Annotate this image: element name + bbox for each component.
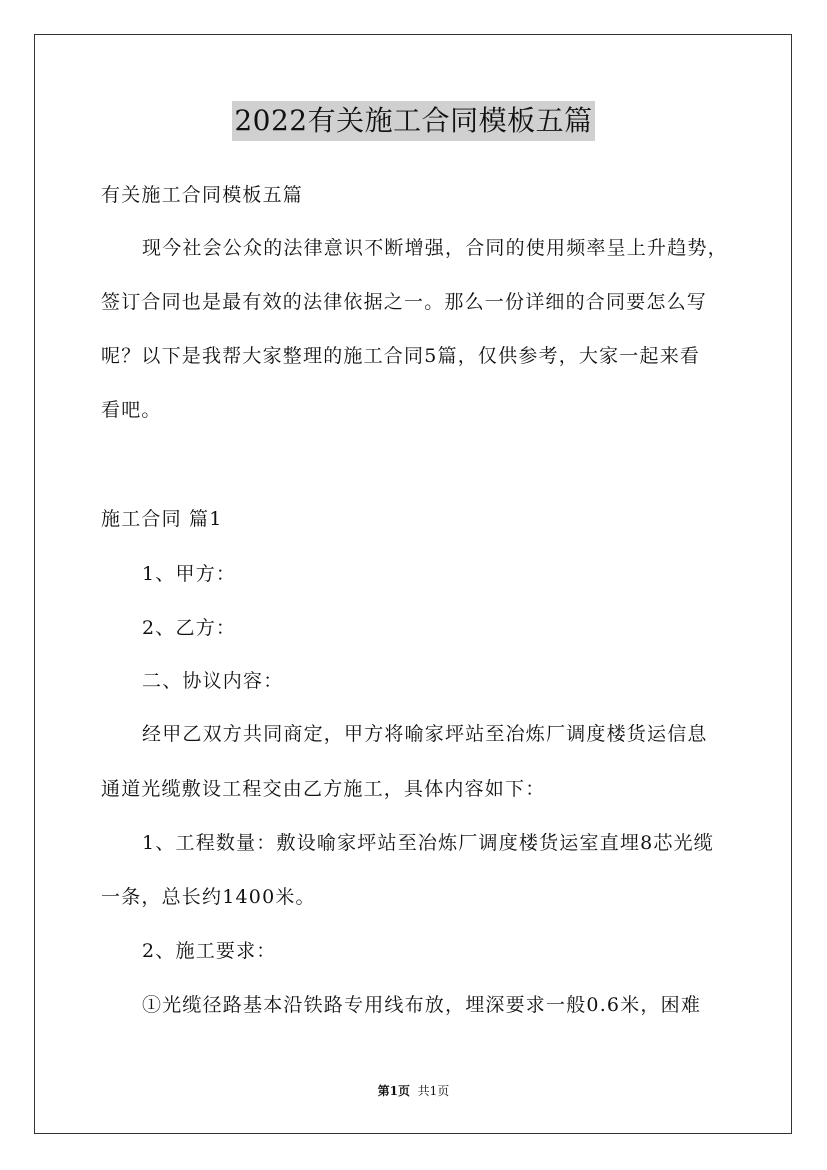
document-subtitle: 有关施工合同模板五篇 <box>101 184 304 206</box>
party-a-line: 1、甲方： <box>142 563 237 585</box>
document-title: 2022有关施工合同模板五篇 <box>232 101 594 141</box>
page-number: 第1页 <box>377 1084 411 1098</box>
page-footer <box>0 1083 827 1099</box>
title-container <box>0 101 827 141</box>
intro-line-1: 现今社会公众的法律意识不断增强，合同的使用频率呈上升趋势， <box>142 237 728 259</box>
intro-line-3: 呢？以下是我帮大家整理的施工合同5篇，仅供参考，大家一起来看 <box>101 345 701 367</box>
intro-line-4: 看吧。 <box>101 399 162 421</box>
agreement-text-line-2: 通道光缆敷设工程交由乙方施工，具体内容如下： <box>101 778 546 800</box>
intro-line-2: 签订合同也是最有效的法律依据之一。那么一份详细的合同要怎么写 <box>101 291 708 313</box>
quantity-line-1: 1、工程数量：敷设喻家坪站至冶炼厂调度楼货运室直埋8芯光缆 <box>142 832 714 854</box>
quantity-line-2: 一条，总长约1400米。 <box>101 886 316 908</box>
party-b-line: 2、乙方： <box>142 617 237 639</box>
agreement-heading: 二、协议内容： <box>142 670 284 692</box>
page-total: 共1页 <box>417 1084 450 1098</box>
requirements-heading: 2、施工要求： <box>142 940 277 962</box>
agreement-text-line-1: 经甲乙双方共同商定，甲方将喻家坪站至冶炼厂调度楼货运信息 <box>142 723 708 745</box>
requirement-line-1: ①光缆径路基本沿铁路专用线布放，埋深要求一般0.6米，困难 <box>142 994 702 1016</box>
section-heading: 施工合同 篇1 <box>101 508 223 530</box>
